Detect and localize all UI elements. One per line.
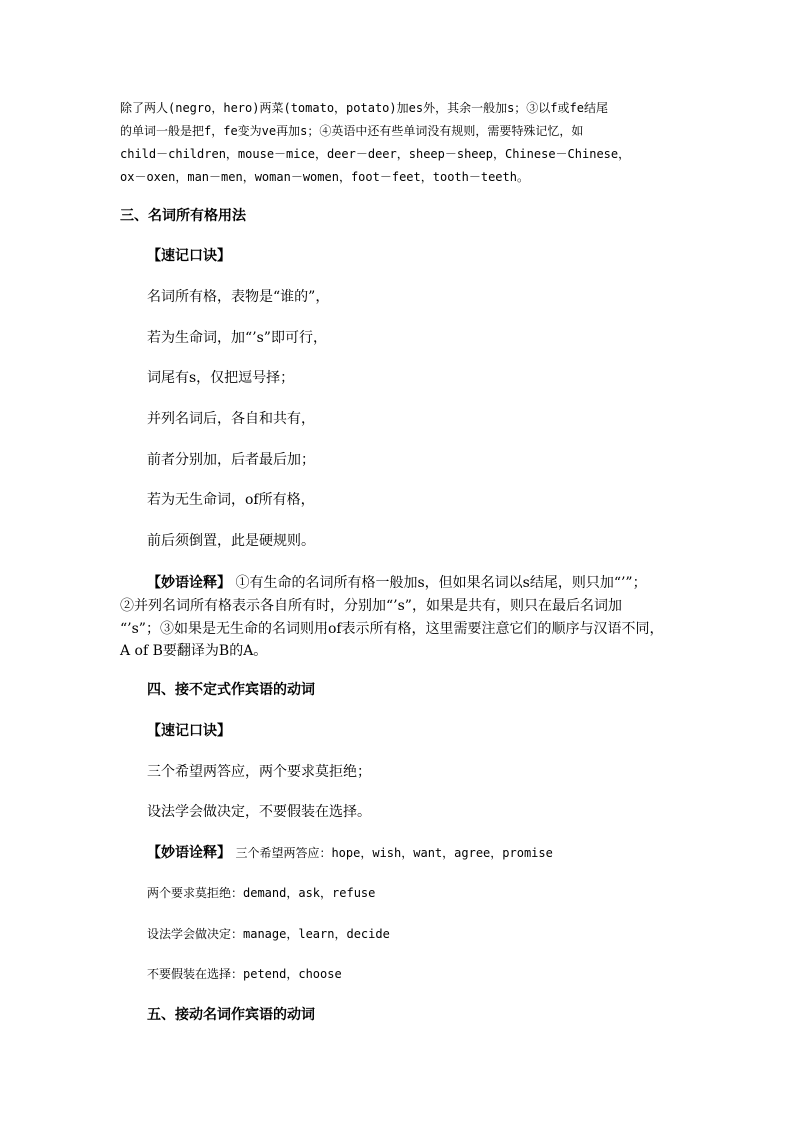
section-4-verse-1: 三个希望两答应，两个要求莫拒绝；	[147, 764, 371, 780]
section-3-verse-5: 前者分别加，后者最后加；	[147, 452, 315, 468]
section-4-explain-label: 【妙语诠释】	[147, 845, 231, 861]
section-4-explain-item-2: 两个要求莫拒绝：demand，ask，refuse	[147, 886, 376, 900]
section-5-heading: 五、接动名词作宾语的动词	[147, 1007, 315, 1023]
intro-line-4: ox－oxen，man－men，woman－women，foot－feet，tooth－teeth。	[120, 170, 529, 184]
section-4-verse-2: 设法学会做决定，不要假装在选择。	[147, 804, 371, 820]
section-4-explain-item-4: 不要假装在选择：petend，choose	[147, 967, 342, 981]
section-3-mnemonic-label: 【速记口诀】	[147, 248, 231, 264]
section-3-explain-text-1: ①有生命的名词所有格一般加s，但如果名词以s结尾，则只加“’”；	[235, 575, 647, 591]
section-3-heading: 三、名词所有格用法	[120, 208, 246, 224]
section-3-explain-line-4: A of B要翻译为B的A。	[120, 643, 268, 659]
section-3-verse-2: 若为生命词，加“’s”即可行，	[147, 330, 327, 346]
section-3-explain-line-2: ②并列名词所有格表示各自所有时，分别加“’s”，如果是共有，则只在最后名词加	[120, 598, 622, 614]
section-4-heading: 四、接不定式作宾语的动词	[147, 682, 315, 698]
section-3-verse-3: 词尾有s，仅把逗号择；	[147, 370, 295, 386]
section-3-verse-4: 并列名词后，各自和共有，	[147, 411, 315, 427]
section-3-verse-1: 名词所有格，表物是“谁的”，	[147, 289, 330, 305]
section-3-explain-line-3: “’s”；③如果是无生命的名词则用of表示所有格，这里需要注意它们的顺序与汉语不同，	[120, 621, 664, 637]
intro-line-3: child－children，mouse－mice，deer－deer，sheep－sheep，Chinese－Chinese，	[120, 147, 631, 161]
intro-line-1: 除了两人(negro，hero)两菜(tomato，potato)加es外，其余一般加s；③以f或fe结尾	[120, 101, 608, 115]
section-3-explain-first-line	[147, 572, 647, 594]
section-4-explain-first-line	[147, 842, 553, 864]
section-3-explain-label: 【妙语诠释】	[147, 575, 231, 591]
section-4-explain-item-3: 设法学会做决定：manage，learn，decide	[147, 927, 390, 941]
section-4-mnemonic-label: 【速记口诀】	[147, 723, 231, 739]
section-3-verse-7: 前后须倒置，此是硬规则。	[147, 533, 315, 549]
section-3-verse-6: 若为无生命词，of所有格，	[147, 492, 315, 508]
section-4-explain-item-1: 三个希望两答应：hope，wish，want，agree，promise	[235, 846, 553, 860]
intro-line-2: 的单词一般是把f，fe变为ve再加s；④英语中还有些单词没有规则，需要特殊记忆，如	[120, 124, 584, 138]
